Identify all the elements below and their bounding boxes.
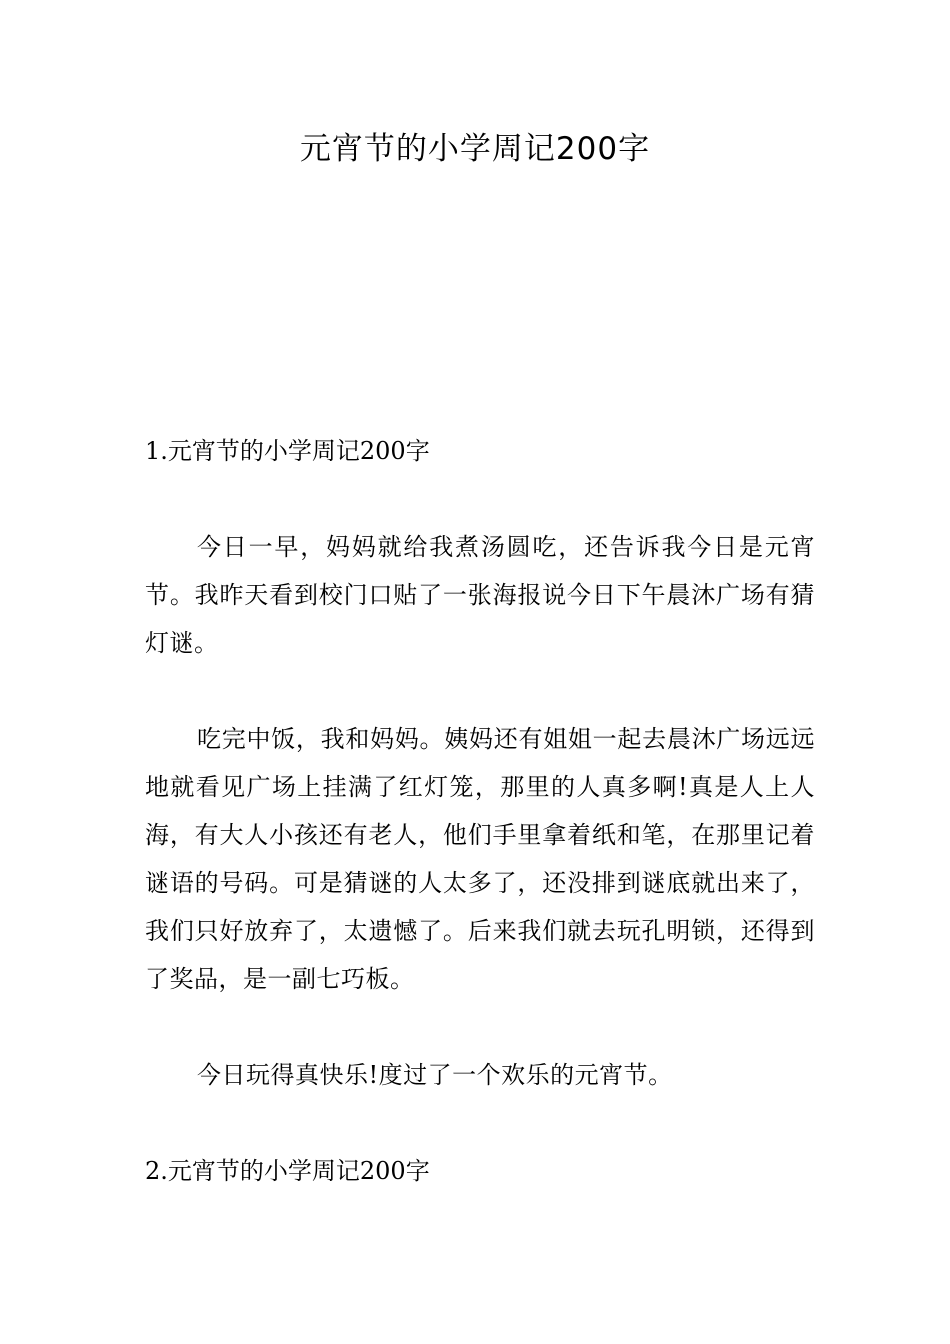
section-1-paragraph-2: 吃完中饭，我和妈妈。姨妈还有姐姐一起去晨沐广场远远地就看见广场上挂满了红灯笼，那里的人真多啊!真是人上人海，有大人小孩还有老人，他们手里拿着纸和笔，在那里记着谜语的号码。可是猜谜的人太多了，还没排到谜底就出来了，我们只好放弃了，太遗憾了。后来我们就去玩孔明锁，还得到了奖品，是一副七巧板。: [145, 725, 815, 993]
document-title: 元宵节的小学周记200字: [299, 131, 651, 167]
section-heading-1: 1.元宵节的小学周记200字: [145, 437, 430, 465]
paragraph-spacer: [145, 475, 815, 523]
section-1-paragraph-3: 今日玩得真快乐!度过了一个欢乐的元宵节。: [197, 1061, 673, 1089]
paragraph-spacer: [145, 1003, 815, 1051]
paragraph-spacer: [145, 667, 815, 715]
section-heading-2: 2.元宵节的小学周记200字: [145, 1157, 430, 1185]
paragraph-spacer: [145, 1099, 815, 1147]
document-body: [145, 427, 815, 1195]
section-1-paragraph-1: 今日一早，妈妈就给我煮汤圆吃，还告诉我今日是元宵节。我昨天看到校门口贴了一张海报说今日下午晨沐广场有猜灯谜。: [145, 533, 815, 657]
